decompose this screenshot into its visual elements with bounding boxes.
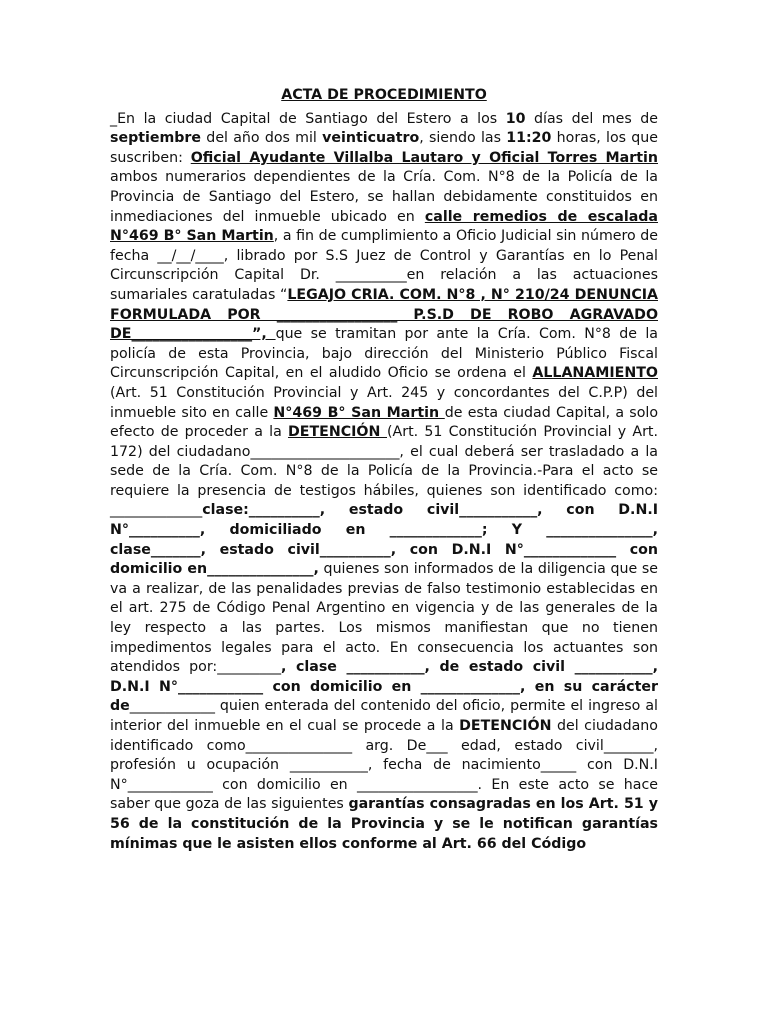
body-text-segment: días del mes de bbox=[525, 110, 658, 127]
document-body bbox=[110, 110, 658, 855]
body-text-segment: calle remedios de escalada N°469 B° San Martin bbox=[110, 208, 658, 245]
body-text-segment: horas, los que suscriben: bbox=[110, 130, 659, 166]
body-text-segment: LEGAJO CRIA. COM. N°8 , N° 210/24 DENUNCIA FORMULADA POR _________________ P.S.D DE ROBO AGRAVADO DE_________________”, bbox=[110, 286, 658, 343]
body-text-segment: Oficial Ayudante Villalba Lautaro y Oficial Torres Martin bbox=[190, 149, 658, 166]
body-text-segment: (Art. 51 Constitución Provincial y Art. 172) del ciudadano_____________________, el cual deberá ser trasladado a la sede de la Cría. Com. N°8 de la Policía de la Provincia.-Para el acto se requiere la presencia de testigos hábiles, quienes son identificado como: _____________ bbox=[110, 424, 658, 519]
body-text-segment: del año dos mil bbox=[201, 130, 323, 147]
body-text-segment: 11:20 bbox=[506, 130, 552, 147]
body-text-segment: DETENCIÓN bbox=[459, 718, 552, 734]
body-text-segment: de esta ciudad Capital, a solo efecto de proceder a la bbox=[110, 404, 659, 441]
body-text-segment: , a fin de cumplimiento a Oficio Judicial sin número de fecha __/__/____, librado por S.S Juez de Control y Garantías en lo Penal Circunscripción Capital Dr. __________en relación a las actuaciones sumariales caratuladas “ bbox=[110, 228, 658, 303]
body-text-segment: DETENCIÓN bbox=[288, 424, 387, 441]
body-text-segment: 10 bbox=[505, 110, 526, 127]
body-text-segment: (Art. 51 Constitución Provincial y Art. 245 y concordantes del C.P.P) del inmueble sito en calle bbox=[110, 384, 658, 421]
document-page bbox=[110, 86, 658, 854]
body-text-segment: _En la ciudad Capital de Santiago del Estero a los bbox=[110, 110, 506, 127]
body-text-segment: del ciudadano identificado como_______________ arg. De___ edad, estado civil_______, profesión u ocupación ___________, fecha de nacimiento_____ con D.N.I N°____________ con domicilio en _________________. En este acto se hace saber que goza de las siguientes bbox=[110, 718, 658, 813]
body-text-segment: N°469 B° San Martin bbox=[273, 404, 445, 421]
body-text-segment: septiembre bbox=[110, 130, 202, 147]
document-title: ACTA DE PROCEDIMIENTO bbox=[281, 87, 487, 103]
body-text-segment: ALLANAMIENTO bbox=[532, 365, 658, 382]
body-text-segment: garantías consagradas en los Art. 51 y 56 de la constitución de la Provincia y se le notifican garantías mínimas que le asisten ellos conforme al Art. 66 del Código bbox=[110, 796, 658, 852]
body-text-segment: que se tramitan por ante la Cría. Com. N°8 de la policía de esta Provincia, bajo dirección del Ministerio Público Fiscal Circunscripción Capital, en el aludido Oficio se ordena el bbox=[110, 326, 658, 382]
body-text-segment: quienes son informados de la diligencia que se va a realizar, de las penalidades previas de falso testimonio establecidas en el art. 275 de Código Penal Argentino en vigencia y de las generales de la ley respecto a las partes. Los mismos manifiestan que no tienen impedimentos legales para el acto. En consecuencia los actuantes son atendidos por:_________ bbox=[110, 561, 658, 676]
body-text-segment: , siendo las bbox=[419, 130, 507, 147]
body-text-segment: , clase ___________, de estado civil ___________, D.N.I N°____________ con domicilio en ______________, en su carácter de bbox=[110, 659, 658, 715]
body-text-segment: ambos numerarios dependientes de la Cría. Com. N°8 de la Policía de la Provincia de Santiago del Estero, se hallan debidamente constituidos en inmediaciones del inmueble ubicado en bbox=[110, 169, 658, 225]
body-text-segment: clase:__________, estado civil___________, con D.N.I N°__________, domiciliado en _____________; Y _______________, clase_______, estado civil__________, con D.N.I N°_____________ con domicilio en_______________, bbox=[110, 502, 658, 578]
body-text-segment: veinticuatro bbox=[322, 130, 420, 147]
body-text-segment: ____________ quien enterada del contenido del oficio, permite el ingreso al interior del inmueble en el cual se procede a la bbox=[110, 698, 658, 734]
